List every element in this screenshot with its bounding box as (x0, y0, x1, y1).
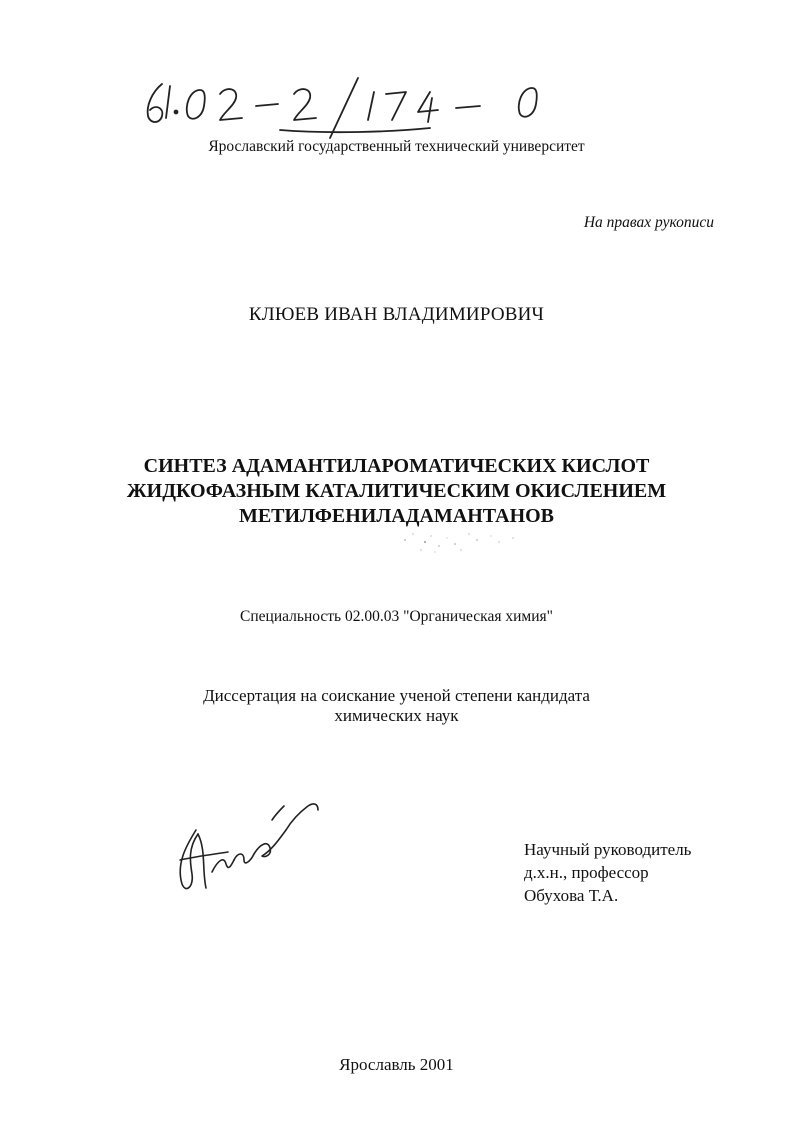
title-line-1: СИНТЕЗ АДАМАНТИЛАРОМАТИЧЕСКИХ КИСЛОТ (143, 455, 650, 477)
dissertation-title (0, 454, 793, 529)
title-line-3: МЕТИЛФЕНИЛАДАМАНТАНОВ (238, 505, 555, 527)
supervisor-name: Обухова Т.А. (524, 886, 619, 905)
city-year: Ярославль 2001 (339, 1055, 454, 1074)
author-name: КЛЮЕВ ИВАН ВЛАДИМИРОВИЧ (248, 304, 545, 325)
supervisor-block (524, 838, 691, 907)
scan-specks (395, 528, 535, 558)
specialty: Специальность 02.00.03 "Органическая химия" (240, 608, 553, 625)
degree-statement (0, 686, 793, 726)
supervisor-degree: д.х.н., профессор (524, 863, 649, 882)
degree-line-2: химических наук (334, 706, 459, 725)
supervisor-role: Научный руководитель (524, 840, 692, 859)
handwritten-archive-number (130, 62, 560, 142)
author-signature (168, 790, 328, 900)
degree-line-1: Диссертация на соискание ученой степени кандидата (203, 686, 590, 705)
rights-note: На правах рукописи (583, 214, 714, 231)
university-name: Ярославский государственный технический университет (208, 138, 585, 155)
title-line-2: ЖИДКОФАЗНЫМ КАТАЛИТИЧЕСКИМ ОКИСЛЕНИЕМ (126, 480, 667, 502)
